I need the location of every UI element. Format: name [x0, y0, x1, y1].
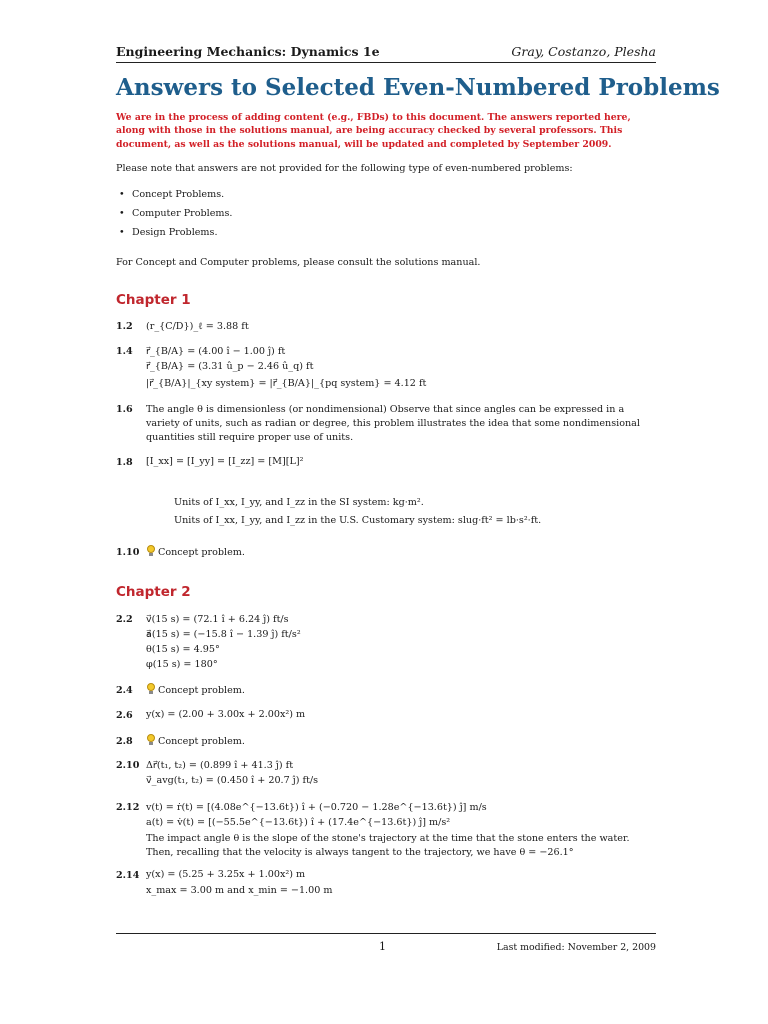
problem-answer: r⃗_{B/A} = (3.31 û_p − 2.46 û_q) ft	[146, 361, 314, 372]
problem-number: 2.8	[116, 736, 133, 747]
problem-answer: x_max = 3.00 m and x_min = −1.00 m	[146, 885, 333, 896]
problem-answer: [I_xx] = [I_yy] = [I_zz] = [M][L]²	[146, 456, 304, 467]
problem-answer: Units of I_xx, I_yy, and I_zz in the U.S. Customary system: slug·ft² = lb·s²·ft.	[174, 515, 542, 526]
problem-answer: v(t) = ṙ(t) = [(4.08e^{−13.6t}) î + (−0.720 − 1.28e^{−13.6t}) ĵ] m/s	[146, 802, 487, 813]
chapter-heading: Chapter 2	[116, 584, 191, 600]
problem-answer: The impact angle θ is the slope of the stone's trajectory at the time that the stone enters the water. Then, recalling that the velocity is always tangent to the trajectory, we have θ = −26.1°	[146, 833, 630, 858]
lightbulb-icon	[146, 734, 156, 746]
problem-answer: y(x) = (2.00 + 3.00x + 2.00x²) m	[146, 709, 306, 720]
authors: Gray, Costanzo, Plesha	[511, 44, 656, 59]
lightbulb-icon	[146, 545, 156, 557]
problem-answer: (r_{C/D})_ℓ = 3.88 ft	[146, 321, 249, 332]
problem-number: 2.2	[116, 614, 133, 625]
problem-number: 1.2	[116, 321, 133, 332]
problem-number: 2.4	[116, 685, 133, 696]
excluded-type-item: • Concept Problems.	[132, 188, 224, 202]
consult-note: For Concept and Computer problems, please consult the solutions manual.	[116, 257, 481, 268]
problem-answer: a(t) = v̇(t) = [(−55.5e^{−13.6t}) î + (17.4e^{−13.6t}) ĵ] m/s²	[146, 817, 451, 828]
book-title: Engineering Mechanics: Dynamics 1e	[116, 44, 380, 59]
running-header	[116, 44, 656, 64]
chapter-heading: Chapter 1	[116, 292, 191, 308]
problem-answer: Units of I_xx, I_yy, and I_zz in the SI system: kg·m².	[174, 497, 424, 508]
problem-answer: Δr⃗(t₁, t₂) = (0.899 î + 41.3 ĵ) ft	[146, 760, 294, 771]
header-rule	[116, 62, 656, 63]
concept-label: Concept problem.	[158, 547, 245, 558]
problem-number: 1.6	[116, 404, 133, 415]
document-title: Answers to Selected Even-Numbered Problems	[116, 74, 720, 101]
problem-answer	[146, 683, 245, 698]
problem-number: 2.10	[116, 760, 140, 771]
excluded-type-item: • Computer Problems.	[132, 207, 232, 221]
problem-answer: v⃗(15 s) = (72.1 î + 6.24 ĵ) ft/s	[146, 614, 289, 625]
problem-answer: a⃗(15 s) = (−15.8 î − 1.39 ĵ) ft/s²	[146, 629, 301, 640]
page-number: 1	[379, 940, 386, 953]
lightbulb-icon	[146, 683, 156, 695]
problem-number: 1.8	[116, 457, 133, 468]
problem-number: 2.6	[116, 710, 133, 721]
problem-answer	[146, 734, 245, 749]
problem-number: 2.12	[116, 802, 140, 813]
concept-label: Concept problem.	[158, 685, 245, 696]
problem-answer: v⃗_avg(t₁, t₂) = (0.450 î + 20.7 ĵ) ft/s	[146, 775, 319, 786]
problem-number: 1.4	[116, 346, 133, 357]
problem-answer: r⃗_{B/A} = (4.00 î − 1.00 ĵ) ft	[146, 346, 286, 357]
problem-answer: θ(15 s) = 4.95°	[146, 644, 220, 655]
problem-answer: y(x) = (5.25 + 3.25x + 1.00x²) m	[146, 869, 306, 880]
excluded-type-item: • Design Problems.	[132, 226, 218, 240]
notice-text: We are in the process of adding content (e.g., FBDs) to this document. The answers reported here, along with those in the solutions manual, are being accuracy checked by several professors. This document, as well as the solutions manual, will be updated and completed by September 2009.	[116, 112, 631, 150]
concept-label: Concept problem.	[158, 736, 245, 747]
last-modified: Last modified: November 2, 2009	[496, 942, 656, 953]
intro-text: Please note that answers are not provided for the following type of even-numbered problems:	[116, 163, 573, 174]
problem-number: 1.10	[116, 547, 140, 558]
problem-answer: The angle θ is dimensionless (or nondimensional) Observe that since angles can be expressed in a variety of units, such as radian or degree, this problem illustrates the idea that some nondimensional quantities still require proper use of units.	[146, 404, 640, 443]
problem-answer: |r⃗_{B/A}|_{xy system} = |r⃗_{B/A}|_{pq system} = 4.12 ft	[146, 378, 427, 389]
problem-number: 2.14	[116, 870, 140, 881]
problem-answer: φ(15 s) = 180°	[146, 659, 218, 670]
problem-answer	[146, 545, 245, 560]
footer-rule	[116, 933, 656, 934]
